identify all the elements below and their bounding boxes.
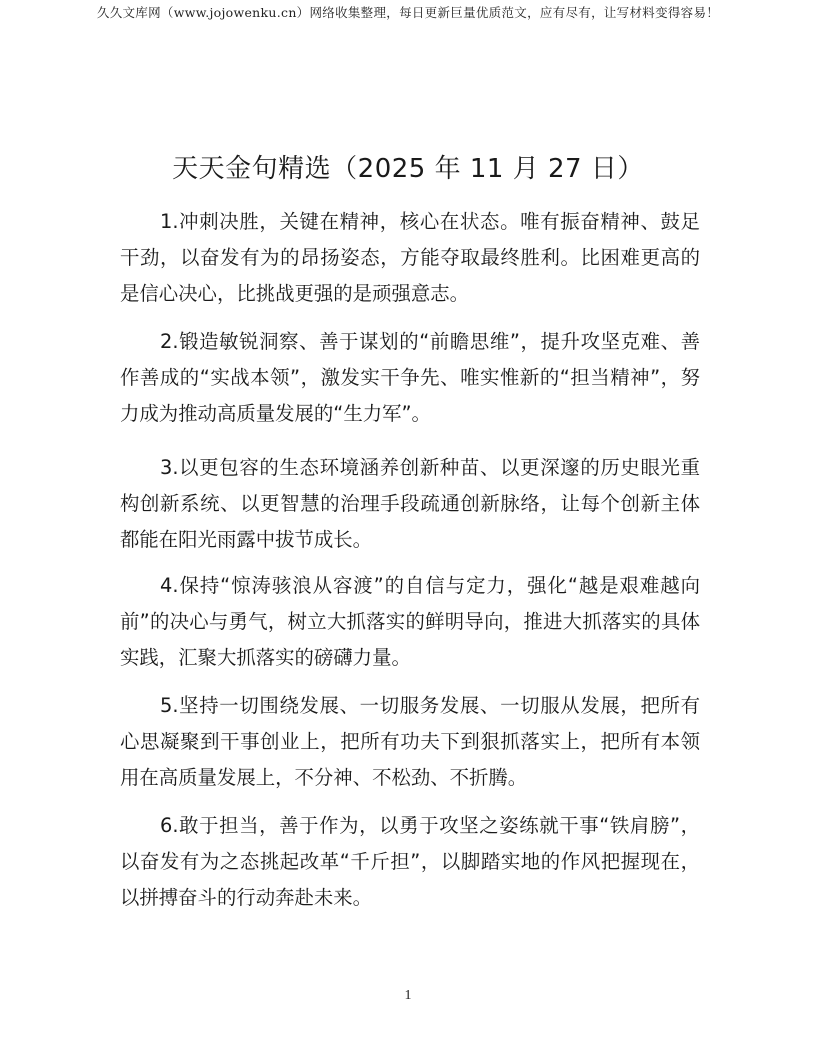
paragraph-6: 6.敢于担当，善于作为，以勇于攻坚之姿练就干事“铁肩膀”，以奋发有为之态挑起改革“千斤担”，以脚踏实地的作风把握现在，以拼搏奋斗的行动奔赴未来。	[120, 814, 700, 909]
paragraph-1: 1.冲刺决胜，关键在精神，核心在状态。唯有振奋精神、鼓足干劲，以奋发有为的昂扬姿态，方能夺取最终胜利。比困难更高的是信心决心，比挑战更强的是顽强意志。	[120, 210, 700, 305]
paragraph-4: 4.保持“惊涛骇浪从容渡”的自信与定力，强化“越是艰难越向前”的决心与勇气，树立大抓落实的鲜明导向，推进大抓落实的具体实践，汇聚大抓落实的磅礴力量。	[120, 574, 700, 669]
page-header: 久久文库网（www.jojowenku.cn）网络收集整理，每日更新巨量优质范文，应有尽有，让写材料变得容易！	[96, 5, 720, 20]
document-title: 天天金句精选（2025 年 11 月 27 日）	[172, 154, 644, 184]
paragraph-2: 2.锻造敏锐洞察、善于谋划的“前瞻思维”，提升攻坚克难、善作善成的“实战本领”，激发实干争先、唯实惟新的“担当精神”，努力成为推动高质量发展的“生力军”。	[120, 330, 700, 425]
paragraph-3: 3.以更包容的生态环境涵养创新种苗、以更深邃的历史眼光重构创新系统、以更智慧的治理手段疏通创新脉络，让每个创新主体都能在阳光雨露中拔节成长。	[120, 456, 700, 551]
paragraph-5: 5.坚持一切围绕发展、一切服务发展、一切服从发展，把所有心思凝聚到干事创业上，把所有功夫下到狠抓落实上，把所有本领用在高质量发展上，不分神、不松劲、不折腾。	[120, 694, 700, 789]
page-number: 1	[404, 988, 412, 1003]
